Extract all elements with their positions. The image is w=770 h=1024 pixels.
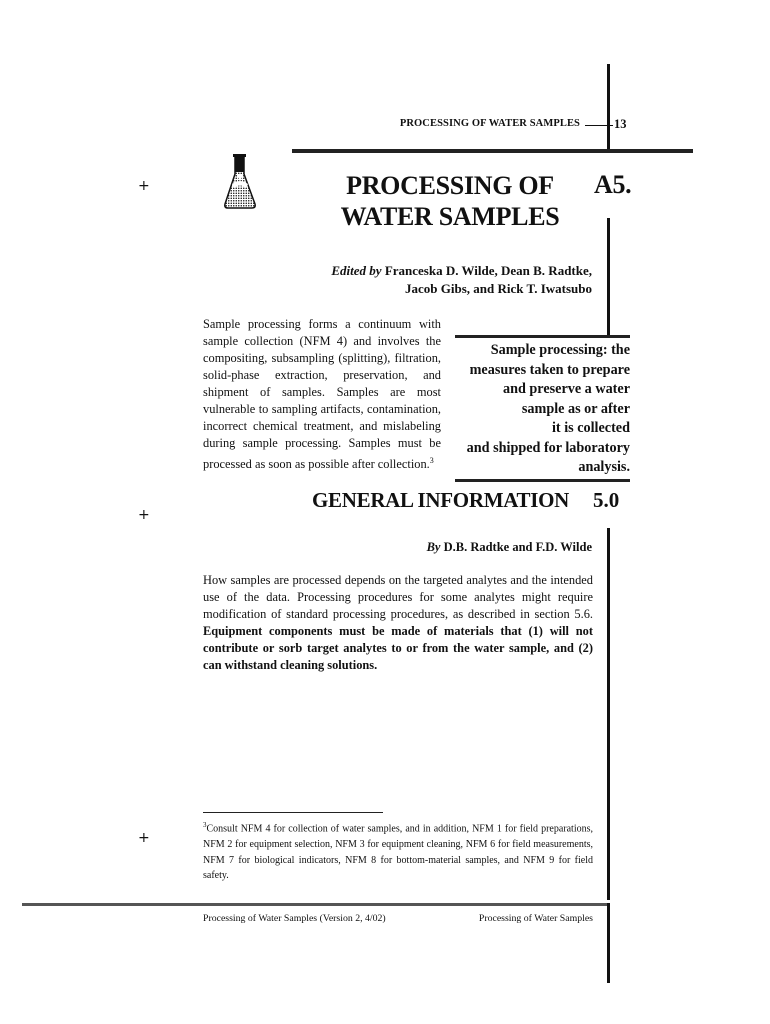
chapter-header-rule [292,149,693,153]
editors-names-line-1: Franceska D. Wilde, Dean B. Radtke, [384,263,592,278]
running-header-title: PROCESSING OF WATER SAMPLES [399,118,580,129]
margin-vertical-rule-bottom [607,903,610,983]
callout-line-5: it is collected [551,420,630,436]
footnote-number: 3 [203,821,207,829]
chapter-number: A5. [594,170,632,199]
body-text-bold: Equipment components must be made of materials that (1) will not contribute or sorb target analytes to or from the water sample, and (2) can withstand cleaning solutions. [203,624,593,672]
callout-line-3: and preserve a water [502,381,630,397]
callout-line-6: and shipped for laboratory [466,439,630,456]
footer-left: Processing of Water Samples (Version 2, 4/02) [203,913,386,924]
chapter-title-line-2: WATER SAMPLES [340,202,560,231]
footnote-rule [203,812,383,813]
section-byline [300,540,592,555]
chapter-title-line-1: PROCESSING OF [346,171,554,200]
chapter-title [330,170,570,232]
flask-icon [220,152,260,212]
callout-line-4: sample as or after [521,400,630,417]
intro-paragraph [203,316,441,473]
intro-footnote-ref: 3 [429,456,434,465]
callout-top-rule [455,335,630,338]
registration-mark-bottom: + [138,830,150,846]
body-paragraph [203,572,593,674]
registration-mark-top: + [138,178,150,194]
margin-vertical-rule-top [607,64,610,152]
editors-line-1 [262,262,592,280]
section-authors: D.B. Radtke and F.D. Wilde [443,540,592,554]
margin-vertical-rule-section [607,528,610,900]
registration-mark-middle: + [138,507,150,523]
editors-by-label: Edited by [331,263,382,278]
section-title: GENERAL INFORMATION [312,488,570,512]
section-by-label: By [426,540,441,554]
footer-rule [22,903,610,906]
margin-vertical-rule-chapter [607,218,610,338]
footnote-text: Consult NFM 4 for collection of water samples, and in addition, NFM 1 for field preparations, NFM 2 for equipment selection, NFM 3 for equipment cleaning, NFM 6 for field measurements, NFM 7 for biological indicators, NFM 8 for bottom-material samples, and NFM 9 for field safety. [203,823,593,882]
page-number: 13 [614,117,627,131]
footnote [203,818,593,884]
callout-bottom-rule [455,479,630,482]
footer-right: Processing of Water Samples [478,913,593,924]
intro-text: Sample processing forms a continuum with sample collection (NFM 4) and involves the compositing, subsampling (splitting), filtration, solid-phase extraction, preservation, and shipment of samples. Samples are most vulnerable to sampling artifacts, contamination, incorrect chemical treatment, and mislabeling during sample processing. Samples must be processed as soon as possible after collection. [203,317,441,472]
callout-box [445,341,630,478]
callout-line-2: measures taken to prepare [469,361,630,378]
editors-names-line-2: Jacob Gibs, and Rick T. Iwatsubo [405,281,592,296]
body-text-plain: How samples are processed depends on the targeted analytes and the intended use of the data. Processing procedures for some analytes might require modification of standard processing procedures, as described in section 5.6. [203,573,593,621]
editors-block [262,262,592,298]
section-number: 5.0 [593,488,620,512]
callout-line-7: analysis. [578,459,630,475]
callout-line-1: Sample processing: the [490,342,630,358]
